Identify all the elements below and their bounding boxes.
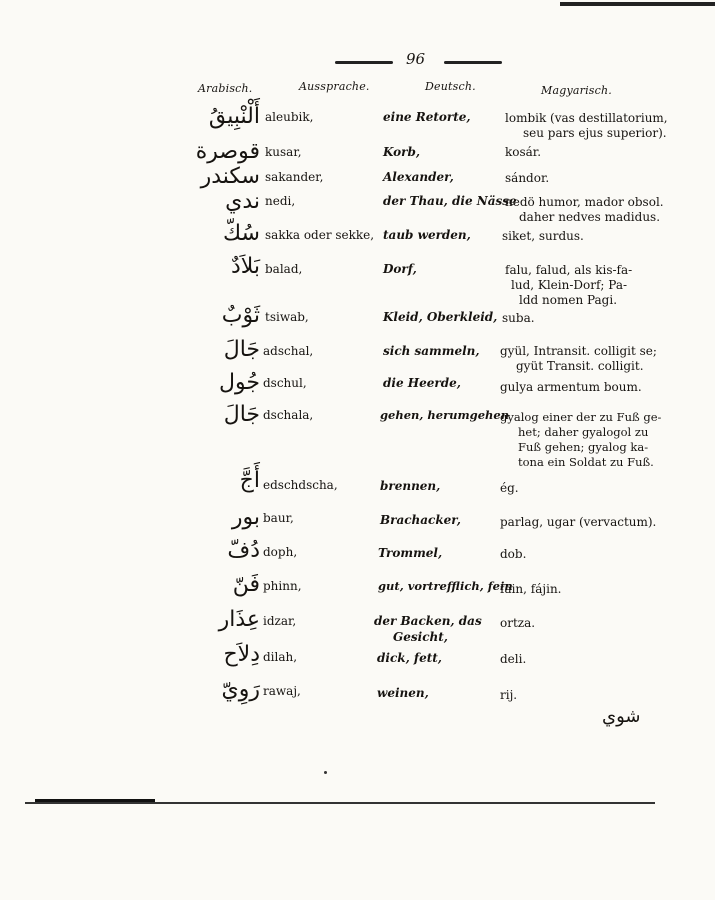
entry-german: Dorf, <box>383 262 417 276</box>
hungarian-line: ég. <box>500 481 519 495</box>
entry-pronunciation: dschala, <box>263 408 314 422</box>
entry-pronunciation: adschal, <box>263 344 314 358</box>
entry-hungarian <box>500 652 526 667</box>
entry-german: dick, fett, <box>377 651 442 665</box>
entry-pronunciation: aleubik, <box>265 110 314 124</box>
ink-speck <box>324 771 327 774</box>
entry-arabic: قوصرة <box>195 139 260 164</box>
entry-german: Brachacker, <box>380 513 461 527</box>
entry-pronunciation: rawaj, <box>263 684 301 698</box>
hungarian-line: siket, surdus. <box>502 229 584 243</box>
hungarian-line: dob. <box>500 547 527 561</box>
hungarian-line: suba. <box>502 311 535 325</box>
page-number: 96 <box>406 50 426 68</box>
entry-pronunciation: edschdscha, <box>263 478 338 492</box>
entry-german: der Thau, die Nässe <box>383 194 517 208</box>
entry-pronunciation: idzar, <box>263 614 297 628</box>
hungarian-line: ldd nomen Pagi. <box>519 293 618 307</box>
entry-arabic: جَالَ <box>223 337 260 362</box>
hungarian-line: daher nedves madidus. <box>519 210 661 224</box>
entry-arabic: جُول <box>219 370 260 395</box>
entry-hungarian <box>502 229 584 244</box>
entry-hungarian <box>505 111 668 141</box>
hungarian-line: gyalog einer der zu Fuß ge- <box>500 410 662 424</box>
entry-arabic: بور <box>231 505 260 530</box>
entry-german: Alexander, <box>383 170 454 184</box>
entry-pronunciation: baur, <box>263 511 294 525</box>
entry-hungarian <box>500 616 535 631</box>
hungarian-line: Fuß gehen; gyalog ka- <box>518 440 649 454</box>
top-edge-rule <box>560 2 715 6</box>
hungarian-line: gyül, Intransit. colligit se; <box>500 344 657 358</box>
entry-arabic: دُفّ <box>227 538 260 563</box>
entry-pronunciation: dschul, <box>263 376 307 390</box>
hungarian-line: sándor. <box>505 171 550 185</box>
entry-pronunciation: kusar, <box>265 145 302 159</box>
hungarian-line: gulya armentum boum. <box>500 380 642 394</box>
left-ornament-rule <box>335 61 393 64</box>
entry-pronunciation: nedi, <box>265 194 296 208</box>
header-hungarian: Magyarisch. <box>541 84 612 97</box>
entry-hungarian <box>500 515 656 530</box>
entry-german: sich sammeln, <box>383 344 480 358</box>
entry-pronunciation: sakander, <box>265 170 324 184</box>
hungarian-line: fäin, fájin. <box>500 582 562 596</box>
header-german: Deutsch. <box>425 80 476 93</box>
entry-arabic: سُكّ <box>223 221 260 246</box>
hungarian-line: lud, Klein-Dorf; Pa- <box>511 278 628 292</box>
entry-arabic: ندي <box>225 189 260 214</box>
entry-arabic: ثَوْبٌ <box>221 303 260 328</box>
entry-arabic: فَنّ <box>232 572 260 597</box>
entry-hungarian <box>500 582 562 597</box>
entry-pronunciation: sakka oder sekke, <box>265 228 375 242</box>
entry-hungarian <box>500 410 661 470</box>
entry-german: Kleid, Oberkleid, <box>383 310 498 324</box>
hungarian-line: seu pars ejus superior). <box>523 126 667 140</box>
hungarian-line: parlag, ugar (vervactum). <box>500 515 657 529</box>
header-pronunciation: Aussprache. <box>299 80 370 93</box>
entry-arabic: رَوِيّ <box>221 677 260 702</box>
entry-arabic: أَجَّ <box>239 468 260 493</box>
entry-hungarian <box>500 547 526 562</box>
hungarian-line: gyüt Transit. colligit. <box>516 359 644 373</box>
entry-german: weinen, <box>377 686 429 700</box>
right-ornament-rule <box>444 61 502 64</box>
entry-arabic: بَلاَدٌ <box>230 254 260 279</box>
entry-german: Korb, <box>383 145 421 159</box>
hungarian-line: ortza. <box>500 616 536 630</box>
hungarian-line: nedö humor, mador obsol. <box>505 195 664 209</box>
entry-hungarian <box>505 145 541 160</box>
entry-german: der Backen, das <box>374 614 482 628</box>
entry-hungarian <box>500 481 519 496</box>
entry-hungarian <box>500 380 642 395</box>
hungarian-line: deli. <box>500 652 527 666</box>
hungarian-line: rij. <box>500 688 518 702</box>
entry-hungarian <box>505 263 632 308</box>
entry-hungarian <box>500 344 657 374</box>
entry-pronunciation: dilah, <box>263 650 298 664</box>
entry-german: taub werden, <box>383 228 471 242</box>
entry-german: gehen, herumgehen <box>380 408 510 422</box>
entry-pronunciation: doph, <box>263 545 298 559</box>
hungarian-line: het; daher gyalogol zu <box>518 425 649 439</box>
entry-german-continuation: Gesicht, <box>393 630 448 644</box>
entry-arabic: دِلاَح <box>223 642 260 667</box>
entry-german: brennen, <box>380 479 441 493</box>
hungarian-line: falu, falud, als kis-fa- <box>505 263 633 277</box>
entry-german: Trommel, <box>378 546 443 560</box>
entry-german: eine Retorte, <box>383 110 471 124</box>
hungarian-line: kosár. <box>505 145 542 159</box>
entry-pronunciation: tsiwab, <box>265 310 309 324</box>
entry-hungarian <box>500 688 517 703</box>
catchword: شوي <box>602 706 641 727</box>
hungarian-line: tona ein Soldat zu Fuß. <box>518 455 654 469</box>
bottom-edge-rule <box>25 802 655 804</box>
entry-arabic: جَالَ <box>223 402 260 427</box>
entry-german: gut, vortrefflich, fein <box>378 579 513 593</box>
entry-arabic: عِذَار <box>218 607 260 632</box>
entry-arabic: أَلْنْبِيقُ <box>208 104 260 129</box>
entry-hungarian <box>502 311 535 326</box>
entry-arabic: سكندر <box>200 164 260 189</box>
entry-hungarian <box>505 171 549 186</box>
hungarian-line: lombik (vas destillatorium, <box>505 111 668 125</box>
entry-german: die Heerde, <box>383 376 461 390</box>
entry-pronunciation: balad, <box>265 262 303 276</box>
entry-hungarian <box>505 195 664 225</box>
entry-pronunciation: phinn, <box>263 579 302 593</box>
header-arabic: Arabisch. <box>198 82 253 95</box>
